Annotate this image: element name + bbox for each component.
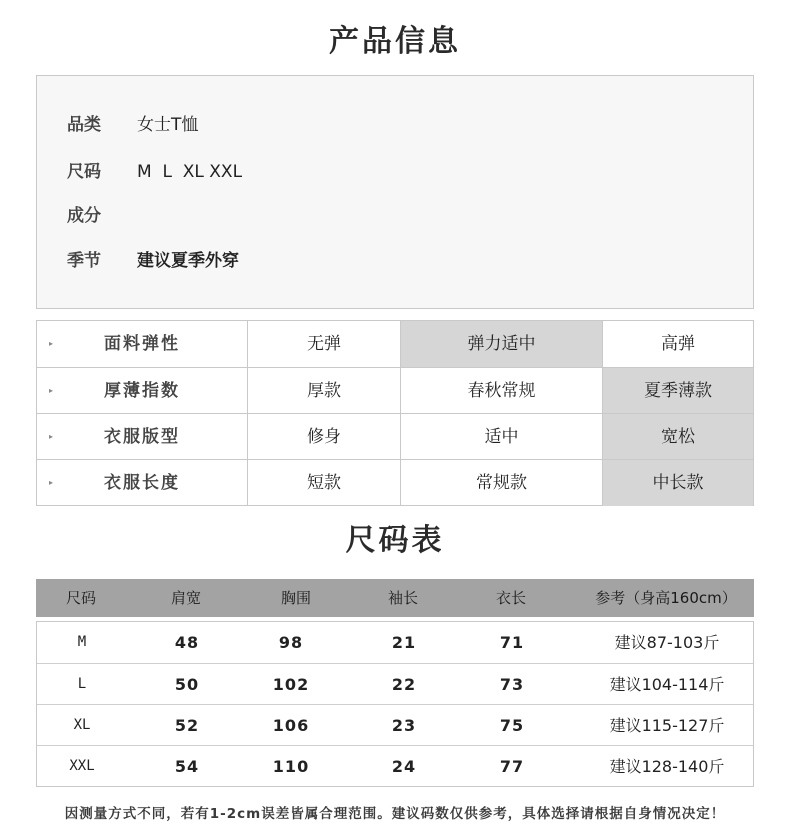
bullet-arrow-icon: ▸: [49, 386, 56, 395]
size-table-header: [36, 579, 754, 617]
attribute-table: [36, 320, 754, 506]
attr-option-selected: 宽松: [603, 414, 753, 460]
info-row-size: [67, 160, 242, 184]
bullet-arrow-icon: ▸: [49, 478, 56, 487]
shoulder-cell: 48: [174, 633, 200, 652]
info-value: M L XL XXL: [137, 162, 243, 182]
attr-label-text: 面料弹性: [104, 334, 180, 354]
attr-label-text: 衣服版型: [104, 427, 180, 447]
product-info-box: [36, 75, 754, 309]
attr-row-length: [37, 460, 753, 506]
reference-cell: 建议104-114斤: [609, 675, 725, 694]
attr-option: 修身: [248, 414, 401, 460]
reference-cell: 建议87-103斤: [614, 633, 720, 652]
length-cell: 75: [499, 716, 525, 735]
info-label: 尺码: [67, 162, 101, 182]
attr-option-selected: 夏季薄款: [603, 368, 753, 414]
attr-option: 适中: [401, 414, 603, 460]
attr-option: 无弹: [248, 321, 401, 367]
table-row: [37, 746, 753, 787]
chest-cell: 106: [272, 716, 310, 735]
attr-option: 厚款: [248, 368, 401, 414]
header-cell-shoulder: 肩宽: [170, 589, 201, 607]
header-cell-length: 衣长: [495, 589, 526, 607]
size-cell: M: [77, 634, 87, 650]
shoulder-cell: 54: [174, 757, 200, 776]
length-cell: 71: [499, 633, 525, 652]
header-cell-size: 尺码: [65, 589, 96, 607]
size-chart-title: 尺码表: [345, 523, 445, 558]
info-value: 建议夏季外穿: [137, 251, 239, 271]
info-row-material: [67, 204, 137, 228]
chest-cell: 110: [272, 757, 310, 776]
bullet-arrow-icon: ▸: [49, 432, 56, 441]
bullet-arrow-icon: ▸: [49, 339, 56, 348]
size-cell: XL: [73, 717, 91, 733]
info-label: 品类: [67, 115, 101, 135]
attr-option-selected: 弹力适中: [401, 321, 603, 367]
shoulder-cell: 50: [174, 675, 200, 694]
length-cell: 77: [499, 757, 525, 776]
sleeve-cell: 23: [391, 716, 417, 735]
header-cell-reference: 参考（身高160cm）: [595, 589, 737, 607]
attr-row-fit: [37, 414, 753, 460]
attr-label: [37, 414, 248, 460]
attr-label: [37, 368, 248, 414]
reference-cell: 建议128-140斤: [609, 757, 725, 776]
info-row-category: [67, 113, 198, 137]
attr-option: 春秋常规: [401, 368, 603, 414]
attr-row-thickness: [37, 368, 753, 414]
header-cell-sleeve: 袖长: [387, 589, 418, 607]
attr-option: 短款: [248, 460, 401, 506]
sleeve-cell: 21: [391, 633, 417, 652]
size-table-body: [36, 621, 754, 787]
table-row: [37, 705, 753, 746]
attr-label: [37, 460, 248, 506]
table-row: [37, 622, 753, 663]
size-cell: XXL: [69, 758, 95, 774]
info-value: 女士T恤: [137, 115, 199, 135]
info-row-season: [67, 249, 239, 273]
footer-note: 因测量方式不同，若有1-2cm误差皆属合理范围。建议码数仅供参考，具体选择请根据自身情况决定！: [64, 806, 726, 822]
header-cell-chest: 胸围: [280, 589, 311, 607]
length-cell: 73: [499, 675, 525, 694]
attr-option-selected: 中长款: [603, 460, 753, 506]
info-label: 季节: [67, 251, 101, 271]
attr-option: 常规款: [401, 460, 603, 506]
shoulder-cell: 52: [174, 716, 200, 735]
attr-row-elasticity: [37, 321, 753, 367]
attr-label-text: 衣服长度: [104, 473, 180, 493]
table-row: [37, 664, 753, 705]
chest-cell: 102: [272, 675, 310, 694]
chest-cell: 98: [278, 633, 304, 652]
attr-label-text: 厚薄指数: [104, 381, 180, 401]
info-label: 成分: [67, 206, 101, 226]
attr-option: 高弹: [661, 334, 695, 354]
attr-label: [37, 321, 248, 367]
sleeve-cell: 24: [391, 757, 417, 776]
reference-cell: 建议115-127斤: [609, 716, 725, 735]
size-cell: L: [77, 676, 87, 692]
sleeve-cell: 22: [391, 675, 417, 694]
product-info-title: 产品信息: [329, 24, 461, 59]
